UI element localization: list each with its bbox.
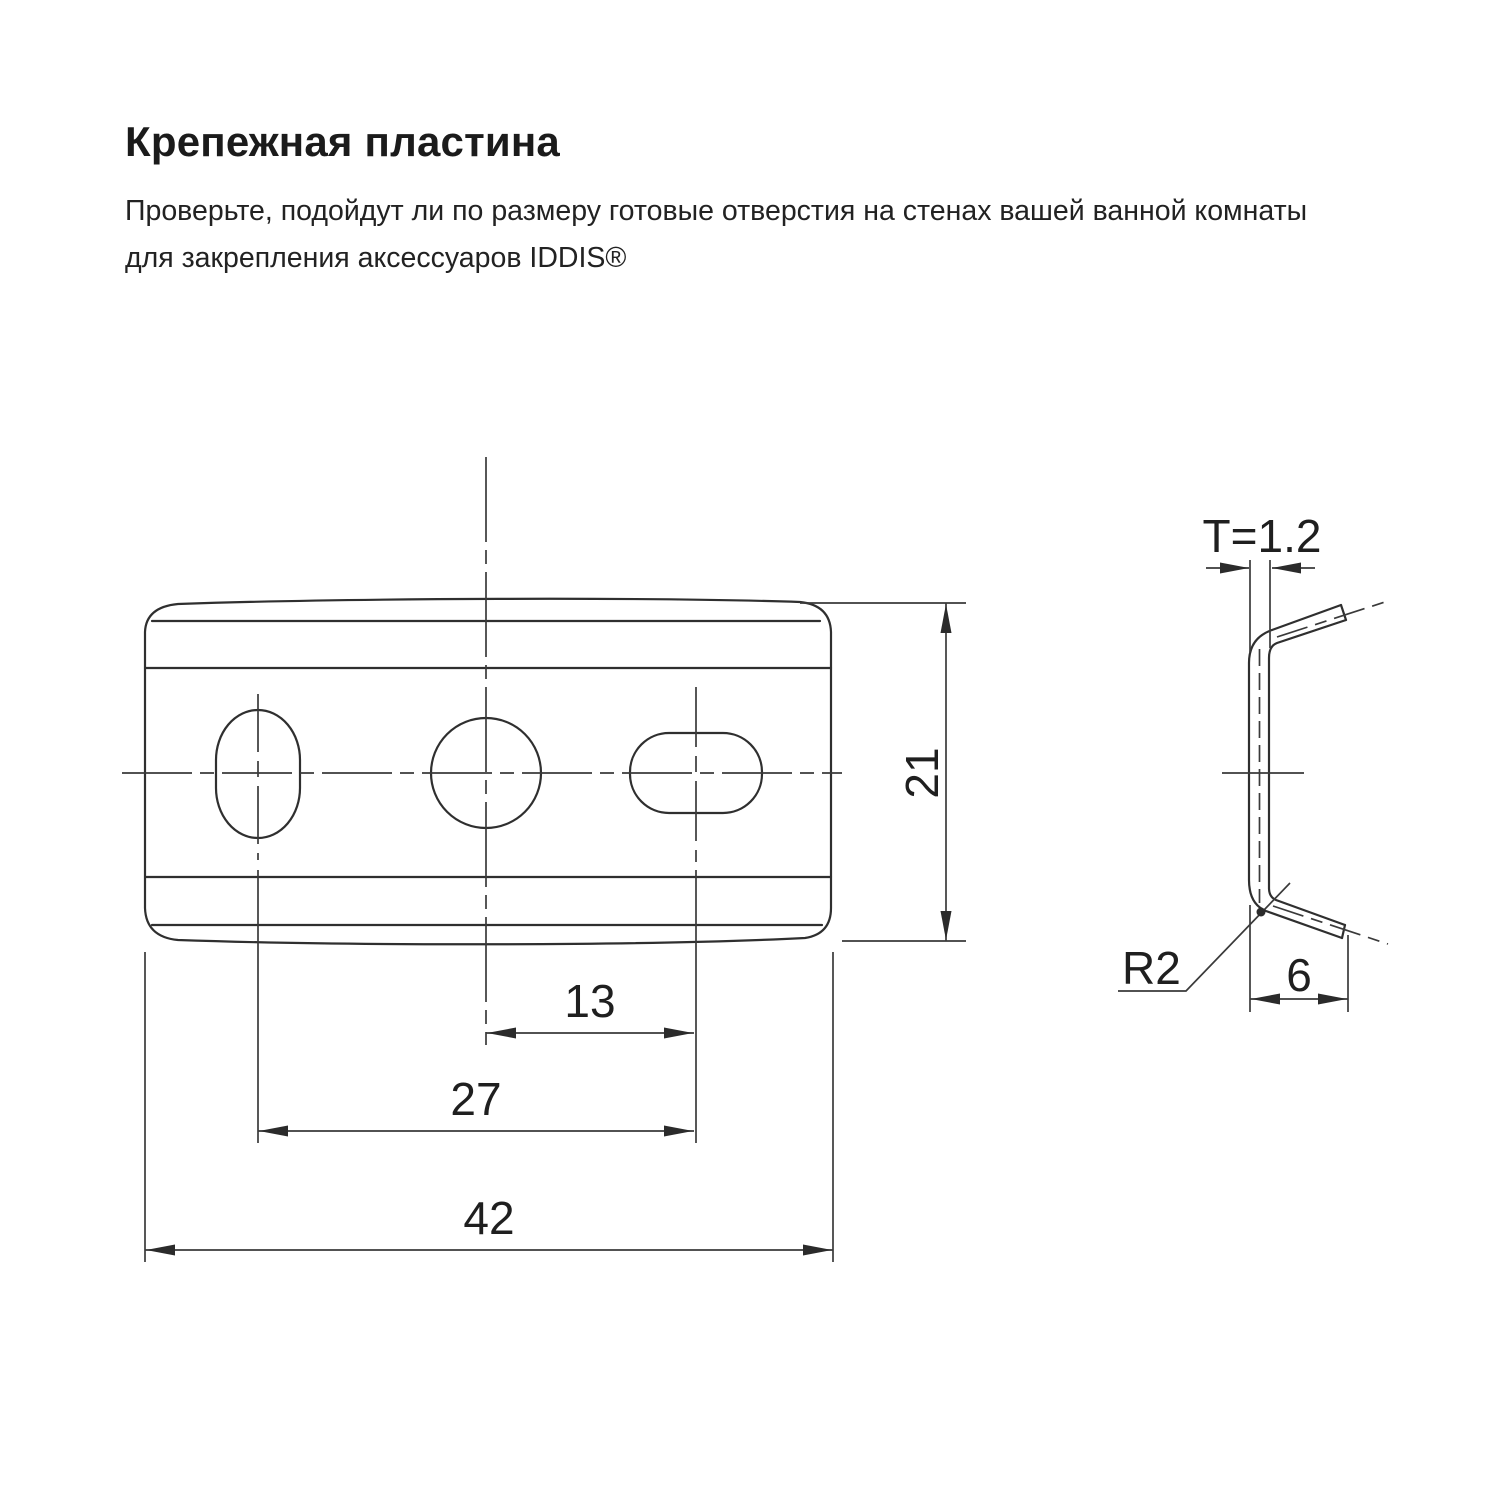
dimension-13 [486, 975, 694, 1039]
description-line-2: для закрепления аксессуаров IDDIS® [125, 242, 627, 274]
arrowhead-right-icon [1318, 994, 1347, 1005]
dimension-thickness [1203, 510, 1322, 652]
profile-bottom-flange-tip [1342, 925, 1345, 938]
arrowhead-left-icon [259, 1126, 288, 1137]
profile-top-flange-tip [1341, 605, 1346, 620]
dim-plate-width-label: 42 [463, 1192, 515, 1244]
dimension-21 [896, 603, 952, 941]
page-title: Крепежная пластина [125, 118, 560, 165]
dim-thickness-label: T=1.2 [1202, 510, 1322, 562]
arrowhead-right-icon [664, 1028, 693, 1039]
dim-hole-spacing-inner-label: 13 [564, 975, 616, 1027]
radius-leader-dot-icon [1257, 908, 1266, 917]
profile-centerline-top-flange [1277, 601, 1388, 637]
description-line-1: Проверьте, подойдут ли по размеру готовые отверстия на стенах вашей ванной комнаты [125, 195, 1308, 227]
arrowhead-right-icon [1220, 563, 1249, 574]
arrowhead-left-icon [1251, 994, 1280, 1005]
side-view [1118, 510, 1388, 1012]
arrowhead-right-icon [803, 1245, 832, 1256]
dim-plate-height-label: 21 [896, 747, 948, 799]
arrowhead-left-icon [487, 1028, 516, 1039]
arrowhead-left-icon [1272, 563, 1301, 574]
arrowhead-up-icon [941, 604, 952, 633]
profile-outer-contour [1249, 605, 1342, 938]
dim-hole-spacing-outer-label: 27 [450, 1073, 502, 1125]
dim-bend-radius-label: R2 [1122, 942, 1181, 994]
profile-centerline-bottom-flange [1273, 906, 1388, 944]
arrowhead-down-icon [941, 911, 952, 940]
front-view [122, 457, 966, 1262]
dim-flange-depth-label: 6 [1286, 949, 1312, 1001]
arrowhead-right-icon [664, 1126, 693, 1137]
dimension-27 [258, 1073, 694, 1137]
dimension-bend-radius [1118, 883, 1290, 994]
arrowhead-left-icon [146, 1245, 175, 1256]
plate-outline [145, 599, 831, 944]
dimension-42 [145, 1192, 833, 1256]
